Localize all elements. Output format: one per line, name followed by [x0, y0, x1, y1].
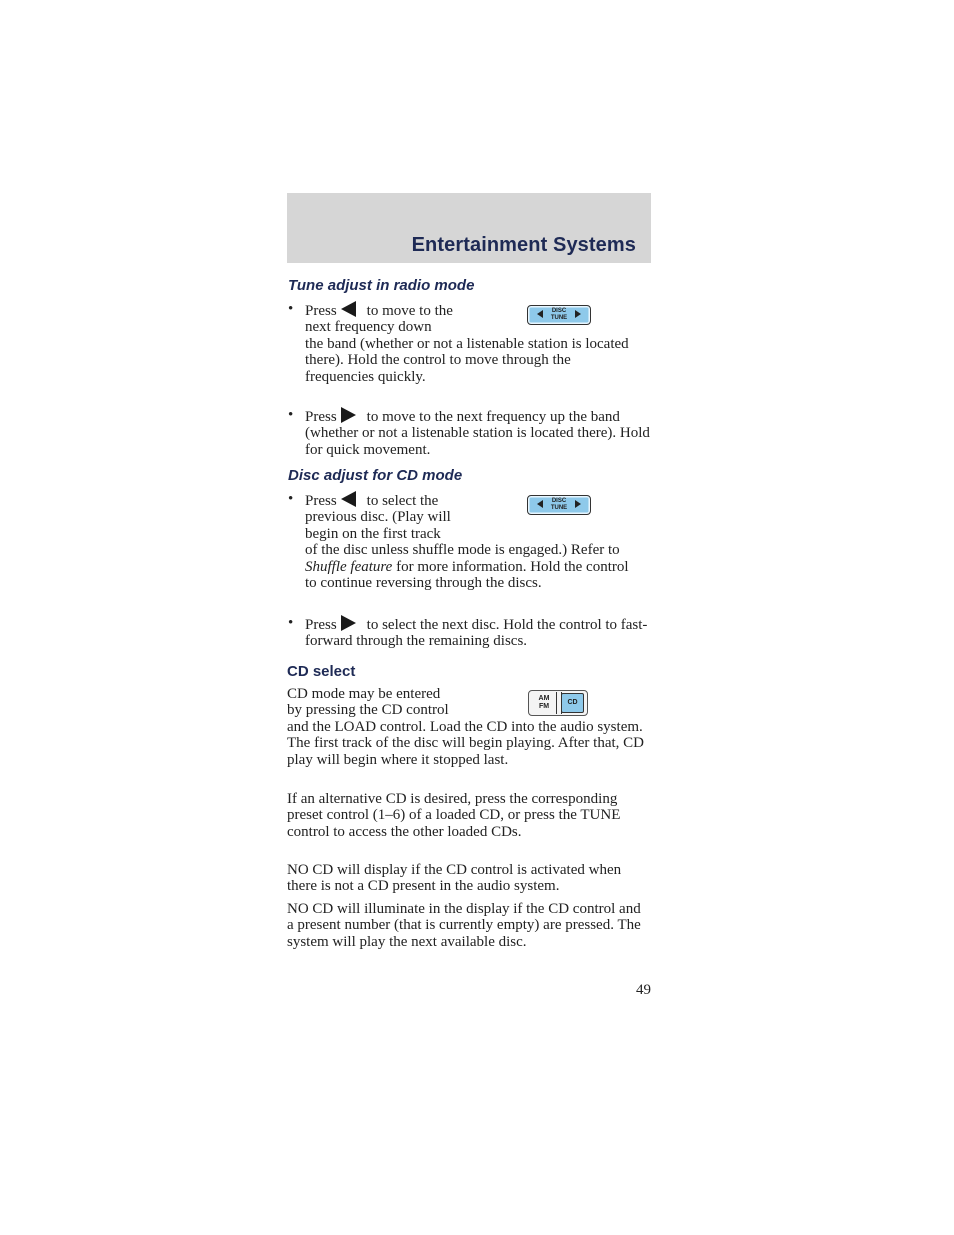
shuffle-feature-ref: Shuffle feature	[305, 558, 393, 575]
am-fm-cd-button	[528, 690, 588, 716]
press-label: Press	[305, 409, 337, 425]
right-arrow-icon	[341, 407, 356, 423]
press-label: Press	[305, 617, 337, 633]
press-label: Press	[305, 493, 337, 509]
cd-label: CD	[561, 693, 584, 713]
tune-up-bullet: • Press to move to the next frequency up the band (whether or not a listenable station is located there). Hold for quick movement.	[288, 407, 650, 458]
tune-adjust-heading: Tune adjust in radio mode	[288, 277, 475, 294]
button-label-disc: DISC	[551, 308, 567, 314]
prev-disc-bullet: • Press to select the previous disc. (Play will begin on the first track of the disc unless shuffle mode is engaged.) Refer to Shuffle feature for more information. Hold the control to continue reversing through the discs.	[288, 491, 629, 592]
header-title: Entertainment Systems	[411, 234, 636, 256]
button-label-tune: TUNE	[550, 504, 568, 511]
cd-select-para-1	[287, 686, 651, 768]
button-label-tune: TUNE	[550, 314, 568, 321]
tune-down-text: to move to the next frequency down the band (whether or not a listenable station is located there). Hold the control to move through the frequencies quickly.	[305, 303, 629, 385]
next-disc-bullet: • Press to select the next disc. Hold the control to fast-forward through the remaining discs.	[288, 615, 648, 650]
cd-select-para-2: If an alternative CD is desired, press the corresponding preset control (1–6) of a loaded CD, or press the TUNE control to access the other loaded CDs.	[287, 791, 621, 840]
prev-disc-text-b: for more information. Hold the control to continue reversing through the discs.	[305, 558, 629, 592]
cd-select-para-1-text: CD mode may be entered by pressing the CD control and the LOAD control. Load the CD into the audio system. The first track of the disc will begin playing. After that, CD play will begin where it stopped last.	[287, 686, 644, 768]
prev-disc-text-a: to select the previous disc. (Play will begin on the first track of the disc unless shuffle mode is engaged.) Refer to	[305, 493, 620, 559]
disc-adjust-heading: Disc adjust for CD mode	[288, 467, 463, 484]
left-arrow-icon	[341, 301, 356, 317]
button-label-disc: DISC	[551, 498, 567, 504]
tune-up-text: to move to the next frequency up the band (whether or not a listenable station is located there). Hold for quick movement.	[305, 409, 650, 458]
cd-select-para-4: NO CD will illuminate in the display if the CD control and a present number (that is currently empty) are pressed. The system will play the next available disc.	[287, 901, 641, 950]
next-disc-text: to select the next disc. Hold the control to fast-forward through the remaining discs.	[305, 617, 648, 650]
cd-select-heading: CD select	[287, 663, 356, 680]
left-arrow-icon	[341, 491, 356, 507]
am-fm-label: AM FM	[538, 695, 550, 710]
disc-tune-right-arrow-icon	[575, 310, 581, 318]
tune-down-bullet: • Press to move to the next frequency down the band (whether or not a listenable station is located there). Hold the control to move through the frequencies quickly.	[288, 301, 629, 385]
disc-tune-button	[527, 495, 591, 515]
disc-tune-right-arrow-icon	[575, 500, 581, 508]
disc-tune-button	[527, 305, 591, 325]
cd-select-para-3: NO CD will display if the CD control is activated when there is not a CD present in the audio system.	[287, 862, 622, 895]
page-number: 49	[636, 982, 651, 998]
section-header	[287, 193, 651, 263]
right-arrow-icon	[341, 615, 356, 631]
press-label: Press	[305, 303, 337, 319]
